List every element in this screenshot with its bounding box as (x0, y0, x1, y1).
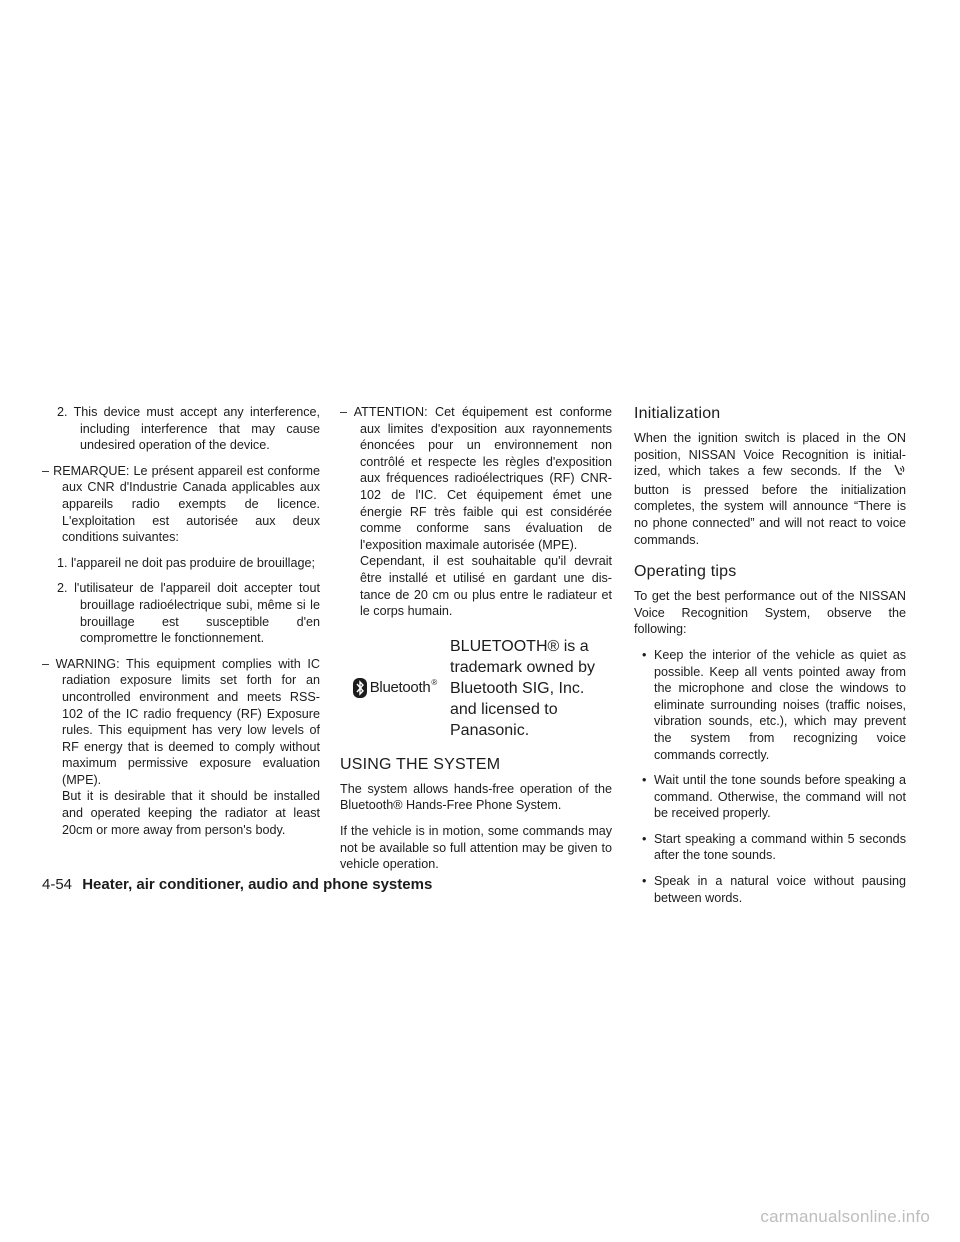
column-left (42, 404, 320, 847)
attention-notice (340, 404, 612, 620)
watermark: carmanualsonline.info (760, 1207, 930, 1226)
tip-item: • Keep the interior of the vehicle as quiet as possible. Keep all vents pointed away from the microphone and close the windows to eliminate surrounding noises (traffic noises, vibration sounds, etc.), which may prevent the system from recognizing voice commands correctly. (635, 647, 906, 763)
tip-item: • Speak in a natural voice without pausing between words. (635, 873, 906, 906)
tip-item: • Wait until the tone sounds before speaking a command. Otherwise, the command will not be received properly. (635, 772, 906, 822)
warning-notice (42, 656, 320, 839)
operating-tips-intro: To get the best performance out of the NISSAN Voice Recognition System, observe the following: (634, 589, 906, 637)
operating-tips-heading: Operating tips (634, 563, 737, 581)
initialization-text-b: button is pressed before the initialization completes, the system will announce “There is no phone connected” and will not react to voice commands. (634, 482, 906, 547)
remarque-notice: – REMARQUE: Le présent appareil est conforme aux CNR d'Industrie Canada applicables aux appareils radio exempts de licence. L'exploitation est autorisée aux deux conditions suivantes: (42, 463, 320, 545)
attention-text: – ATTENTION: Cet équipement est conforme aux limites d'exposition aux rayonnements énoncées pour un environnement non contrôlé et respecte les règles d'exposition aux fréquences radioélectriques (RF) CNR-102 de l'IC. Cet équipement émet une énergie RF très faible qui est considérée comme conforme sans évaluation de l'exposition maximale autorisée (MPE). (340, 405, 612, 552)
initialization-paragraph (634, 430, 906, 548)
fr-condition-1: 1. l'appareil ne doit pas produire de brouillage; (57, 555, 315, 570)
using-system-paragraph-1: The system allows hands-free operation of the Bluetooth® Hands-Free Phone System. (340, 781, 612, 813)
bluetooth-logo-text: Bluetooth (369, 678, 431, 696)
page-footer (42, 876, 432, 893)
warning-continuation: But it is desirable that it should be installed and operated keeping the radiator at least 20cm or more away from person's body. (62, 789, 320, 837)
column-middle (340, 404, 612, 882)
initialization-text-a: When the ignition switch is placed in the ON position, NISSAN Voice Recognition is initialized, which takes a few seconds. If the (634, 431, 906, 479)
en-condition-2: 2. This device must accept any interference, including interference that may cause undesired operation of the device. (57, 405, 320, 453)
initialization-heading: Initialization (634, 405, 721, 422)
page-number: 4-54 (42, 876, 73, 893)
using-system-heading: USING THE SYSTEM (340, 755, 501, 773)
bluetooth-trademark-text: BLUETOOTH® is a trademark owned by Bluetooth SIG, Inc. and licensed to Panasonic. (450, 637, 595, 739)
bluetooth-rune-icon (353, 678, 367, 698)
tip-item: • Start speaking a command within 5 seconds after the tone sounds. (635, 831, 906, 864)
registered-mark-icon: ® (431, 677, 438, 687)
section-title: Heater, air conditioner, audio and phone systems (82, 876, 433, 893)
bluetooth-logo-icon (340, 678, 450, 698)
voice-talk-icon (892, 463, 906, 482)
attention-continuation: Cependant, il est souhaitable qu'il devrait être installé et utilisé en gardant une distance de 20 cm ou plus entre le radiateur et le corps humain. (360, 554, 612, 619)
fr-condition-2: 2. l'utilisateur de l'appareil doit accepter tout brouillage radioélectrique subi, même si le brouillage est susceptible d'en compromettre le fonctionnement. (57, 581, 320, 646)
bluetooth-trademark-block (340, 636, 612, 741)
warning-text: – WARNING: This equipment complies with IC radiation exposure limits set forth for an uncontrolled environment and meets RSS-102 of the IC radio frequency (RF) Exposure rules. This equipment has very low levels of RF energy that is deemed to comply without maximum permissive exposure evaluation (MPE). (42, 656, 320, 787)
column-right (634, 404, 906, 915)
using-system-paragraph-2: If the vehicle is in motion, some commands may not be available so full attention may be given to vehicle operation. (340, 823, 612, 872)
